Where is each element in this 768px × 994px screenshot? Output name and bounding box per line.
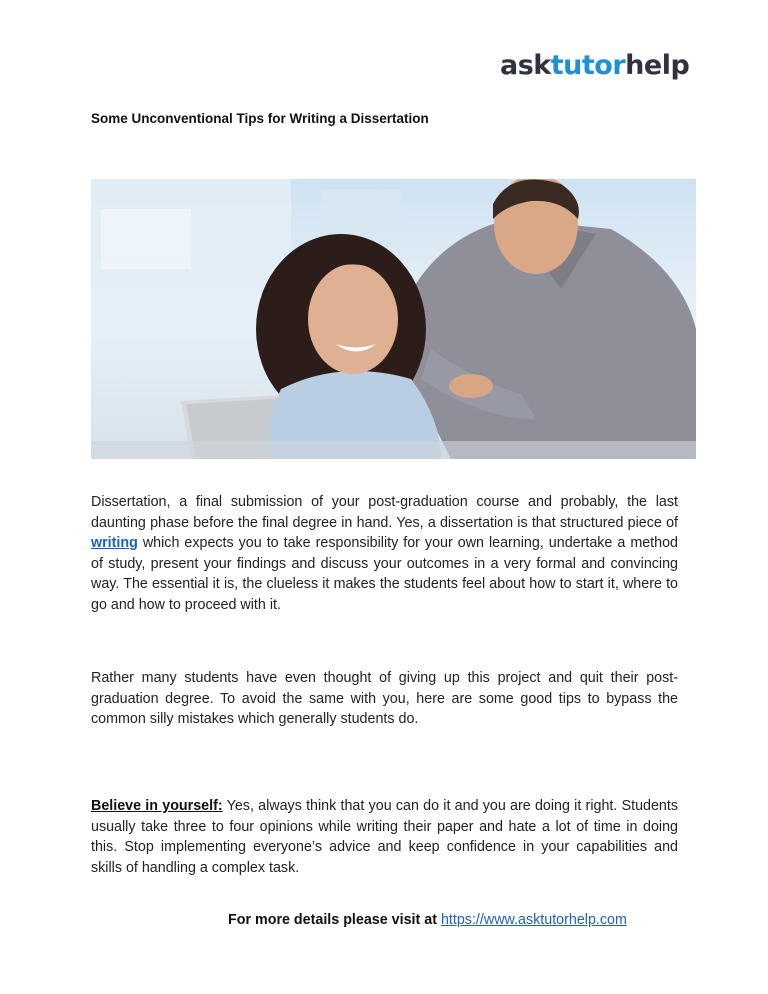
logo-part-tutor: tutor: [550, 50, 626, 81]
paragraph-intro: [91, 492, 678, 616]
paragraph-second: Rather many students have even thought of giving up this project and quit their post-graduation degree. To avoid the same with you, here are some good tips to bypass the common silly mistakes which generally students do.: [91, 670, 678, 728]
paragraph-intro-text-start: Dissertation, a final submission of your post-graduation course and probably, the last daunting phase before the final degree in hand. Yes, a dissertation is that structured piece of: [91, 494, 678, 531]
logo-part-ask: ask: [500, 50, 551, 81]
tip-heading: Believe in yourself:: [91, 798, 223, 814]
footer-label: For more details please visit at: [228, 912, 441, 928]
document-title: Some Unconventional Tips for Writing a Dissertation: [91, 111, 429, 126]
tip-text: Yes, always think that you can do it and you are doing it right. Students usually take three to four opinions while writing their paper and hate a lot of time in doing this. Stop implementing everyone’s advice and keep confidence in your capabilities and skills of handling a complex task.: [91, 798, 679, 876]
paragraph-believe-in-yourself: [91, 796, 678, 878]
hero-photo: [91, 179, 696, 459]
website-link[interactable]: https://www.asktutorhelp.com: [440, 912, 627, 928]
paragraph-intro-text-end: which expects you to take responsibility for your own learning, undertake a method of study, present your findings and discuss your outcomes in a very formal and convincing way. The essential it is, the clueless it makes the students feel about how to start it, where to go and how to proceed with it.: [91, 535, 678, 613]
footer-note: [228, 912, 627, 928]
writing-link[interactable]: writing: [91, 535, 138, 552]
asktutorhelp-logo: [500, 50, 689, 81]
logo-part-help: help: [625, 50, 690, 81]
hero-photo-illustration: [91, 179, 696, 459]
